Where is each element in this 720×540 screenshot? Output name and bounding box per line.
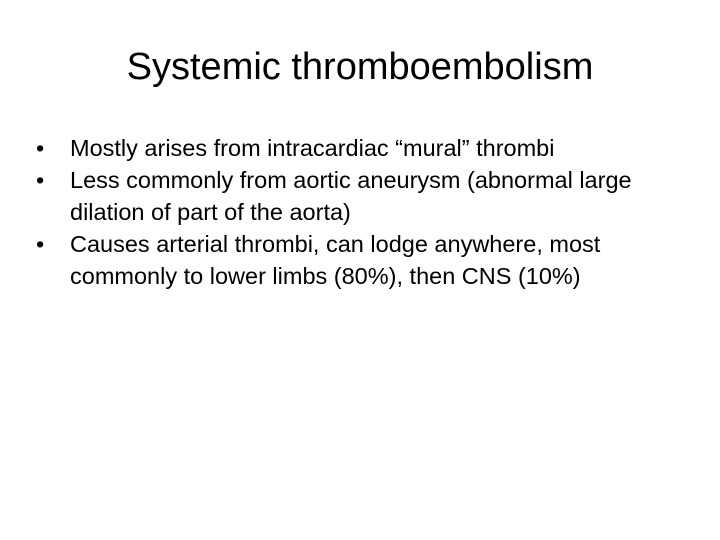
slide-title: Systemic thromboembolism: [126, 46, 594, 88]
bullet-point-icon: •: [36, 135, 45, 161]
bullet-text: Less commonly from aortic aneurysm (abnormal large dilation of part of the aorta): [70, 167, 632, 225]
bullet-point-icon: •: [36, 231, 45, 257]
bullet-text: Causes arterial thrombi, can lodge anywhere, most commonly to lower limbs (80%), then CNS (10%): [70, 231, 601, 289]
bullet-item: [36, 228, 686, 292]
bullet-point-icon: •: [36, 167, 45, 193]
bullet-item: [36, 164, 686, 228]
bullet-text: Mostly arises from intracardiac “mural” thrombi: [70, 135, 555, 161]
bullet-item: [36, 132, 686, 164]
bullet-list: [36, 132, 686, 292]
